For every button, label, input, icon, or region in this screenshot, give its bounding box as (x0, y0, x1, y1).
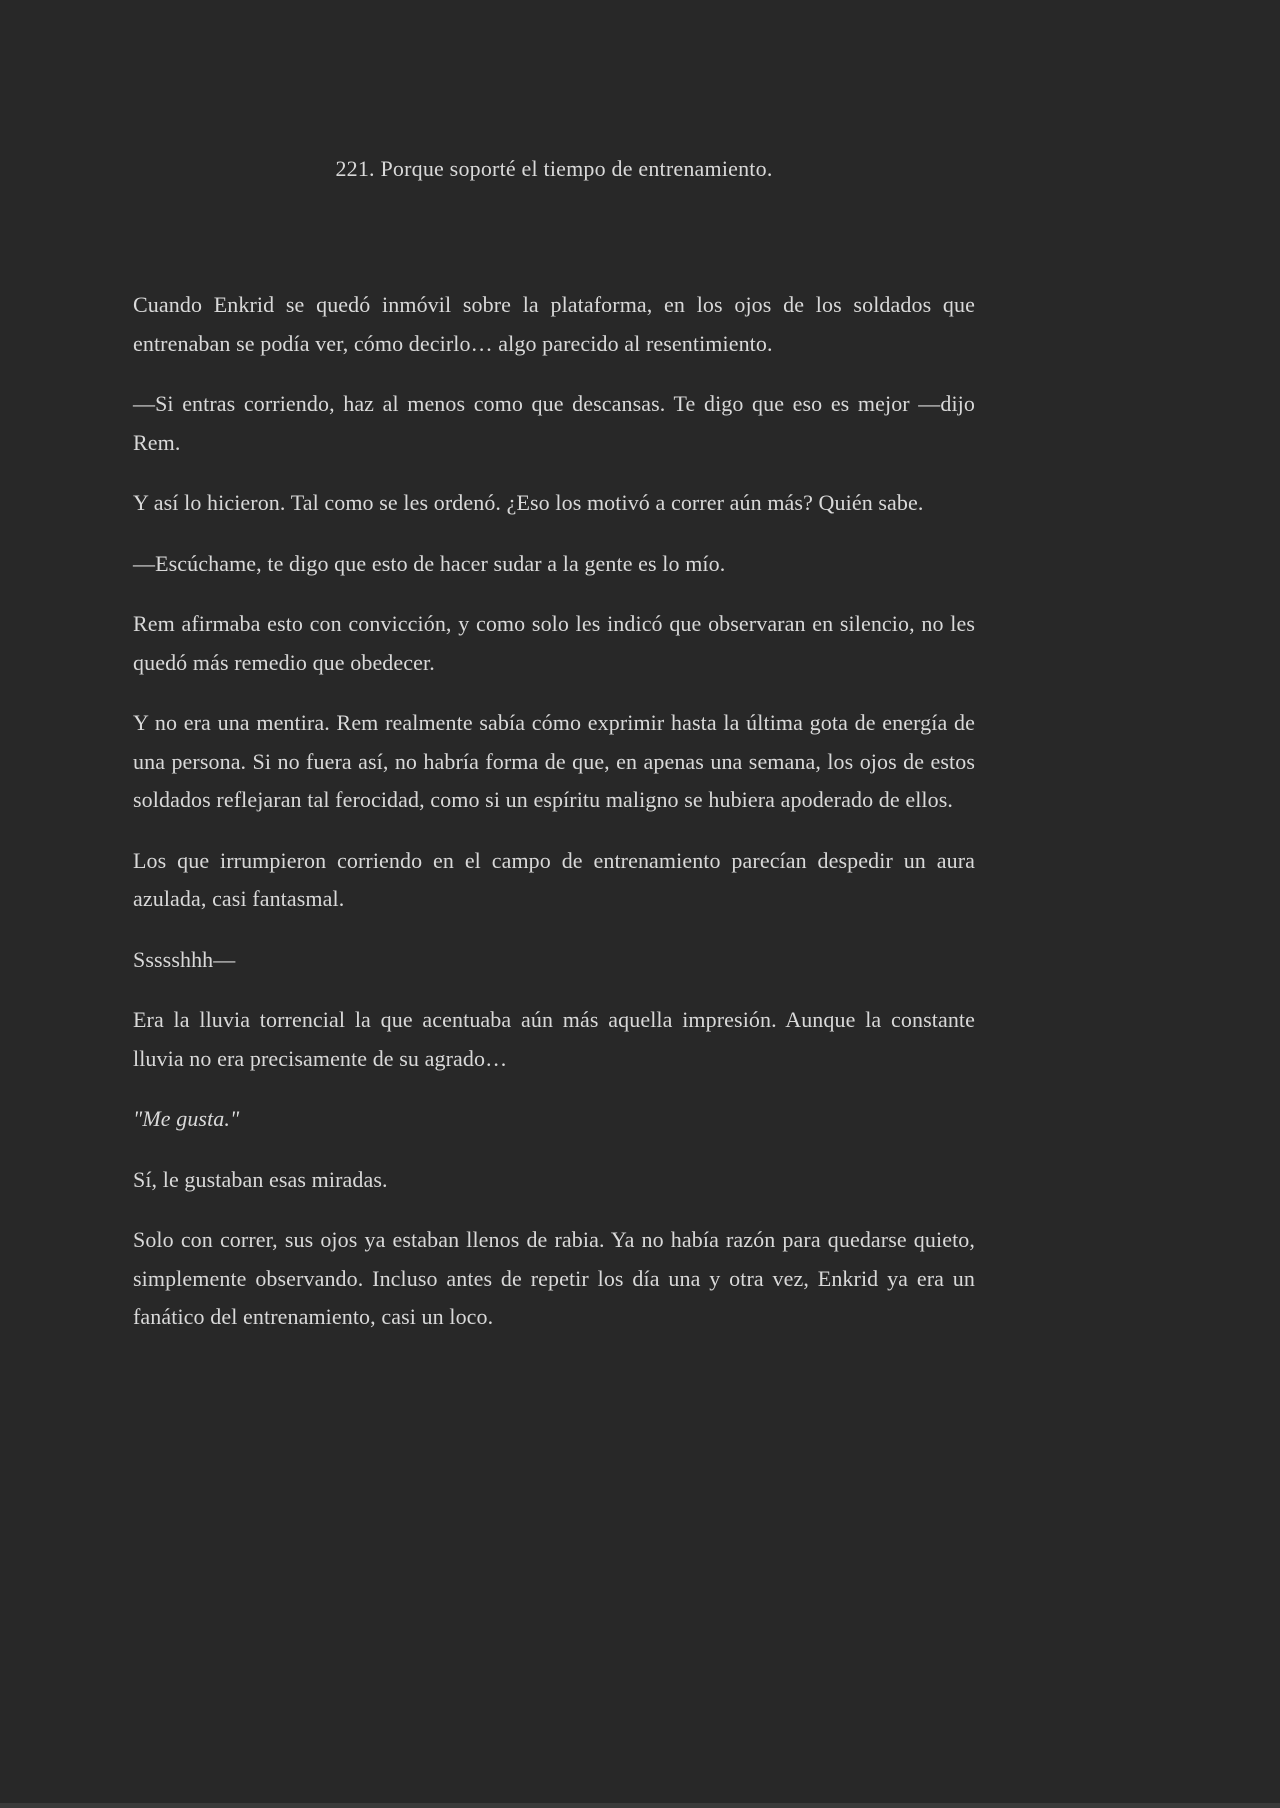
chapter-body (133, 286, 975, 1337)
paragraph: Era la lluvia torrencial la que acentuaba aún más aquella impresión. Aunque la constante lluvia no era precisamente de su agrado… (133, 1007, 975, 1071)
paragraph: Y así lo hicieron. Tal como se les ordenó. ¿Eso los motivó a correr aún más? Quién sabe. (133, 490, 924, 515)
paragraph: Ssssshhh— (133, 946, 236, 972)
paragraph: Los que irrumpieron corriendo en el campo de entrenamiento parecían despedir un aura azulada, casi fantasmal. (133, 847, 975, 911)
chapter-title: 221. Porque soporté el tiempo de entrenamiento. (335, 156, 773, 181)
paragraph: —Escúchame, te digo que esto de hacer sudar a la gente es lo mío. (133, 550, 726, 576)
paragraph: Y no era una mentira. Rem realmente sabía cómo exprimir hasta la última gota de energía de una persona. Si no fuera así, no habría forma de que, en apenas una semana, los ojos de estos soldados reflejaran tal ferocidad, como si un espíritu maligno se hubiera apoderado de ellos. (133, 710, 975, 812)
paragraph: Cuando Enkrid se quedó inmóvil sobre la plataforma, en los ojos de los soldados que entrenaban se podía ver, cómo decirlo… algo parecido al resentimiento. (133, 292, 975, 356)
paragraph: Sí, le gustaban esas miradas. (133, 1166, 388, 1192)
paragraph: Rem afirmaba esto con convicción, y como solo les indicó que observaran en silencio, no les quedó más remedio que obedecer. (133, 611, 975, 675)
reader-page (133, 0, 975, 1337)
paragraph: "Me gusta." (133, 1106, 240, 1131)
paragraph: Solo con correr, sus ojos ya estaban llenos de rabia. Ya no había razón para quedarse quieto, simplemente observando. Incluso antes de repetir los día una y otra vez, Enkrid ya era un fanático del entrenamiento, casi un loco. (133, 1227, 975, 1329)
paragraph: —Si entras corriendo, haz al menos como que descansas. Te digo que eso es mejor —dijo Rem. (133, 391, 975, 455)
bottom-progress-bar (0, 1803, 1280, 1808)
